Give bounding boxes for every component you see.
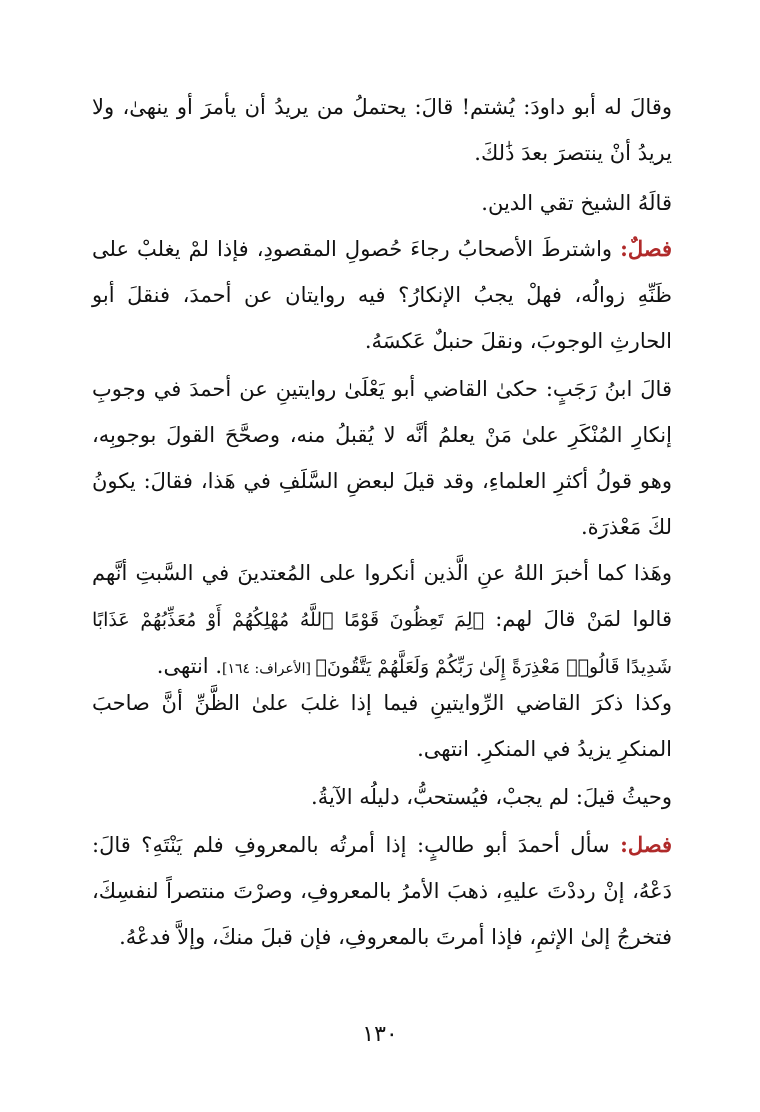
paragraph-fasl-abu-talib <box>92 822 672 960</box>
section-label: فصلٌ: <box>620 236 672 261</box>
paragraph-ibn-rajab <box>92 366 672 550</box>
page-number: ١٣٠ <box>362 1022 398 1047</box>
quran-verse: ﴿لِمَ تَعِظُونَ قَوْمًا ٱللَّهُ مُهْلِكُهُمْ أَوْ مُعَذِّبُهُمْ عَذَابًا شَدِيدًا قَالُوا۟ مَعْذِرَةً إِلَىٰ رَبِّكُمْ وَلَعَلَّهُمْ يَتَّقُونَ﴾ <box>92 609 672 678</box>
paragraph-text-end: . انتهى. <box>156 654 222 678</box>
paragraph-text: وقالَ له أبو داودَ: يُشتم! قالَ: يحتملُ من يريدُ أن يأمرَ أو ينهىٰ، ولا يريدُ أنْ ينتصرَ بعدَ ذَٰلكَ. <box>92 95 672 165</box>
paragraph-text: وهَذا كما أخبرَ اللهُ عنِ الَّذين أنكروا على المُعتدينَ في السَّبتِ أنَّهم قالوا لمَنْ قالَ لهم: <box>92 561 672 631</box>
paragraph-attribution <box>92 180 672 226</box>
paragraph-sabbath-verse <box>92 550 672 692</box>
paragraph-text: واشترطَ الأصحابُ رجاءَ حُصولِ المقصودِ، فإذا لمْ يغلبْ على ظَنِّهِ زوالُه، فهلْ يجبُ الإنكارُ؟ فيه روايتان عن أحمدَ، فنقلَ أبو الحارثِ الوجوبَ، ونقلَ حنبلٌ عَكسَهُ. <box>92 237 672 353</box>
paragraph-recommended <box>92 774 672 820</box>
paragraph-text: قالَ ابنُ رَجَبٍ: حكىٰ القاضي أبو يَعْلَىٰ روايتينِ عن أحمدَ في وجوبِ إنكارِ المُنْكَرِ علىٰ مَنْ يعلمُ أنَّه لا يُقبلُ منه، وصحَّحَ القولَ بوجوبِه، وهو قولُ أكثرِ العلماءِ، وقد قيلَ لبعضِ السَّلَفِ في هَذا، فقالَ: يكونُ لكَ مَعْذرَة. <box>92 377 672 539</box>
paragraph-two-narrations <box>92 680 672 772</box>
paragraph-fasl-conditions <box>92 226 672 364</box>
verse-reference: [الأعراف: ١٦٤] <box>222 661 316 677</box>
paragraph-text: وكذا ذكرَ القاضي الرِّوايتينِ فيما إذا غلبَ علىٰ الظَّنِّ أنَّ صاحبَ المنكرِ يزيدُ في المنكرِ. انتهى. <box>92 691 672 761</box>
paragraph-abu-dawud <box>92 84 672 176</box>
paragraph-text: قالَهُ الشيخ تقي الدين. <box>481 191 672 215</box>
paragraph-text: وحيثُ قيلَ: لم يجبْ، فيُستحبُّ، دليلُه الآيةُ. <box>311 785 672 809</box>
section-label: فصل: <box>620 832 672 857</box>
paragraph-text: سأل أحمدَ أبو طالبٍ: إذا أمرتُه بالمعروفِ فلم يَنْتَهِ؟ قالَ: دَعْهُ، إنْ رددْتَ عليهِ، ذهبَ الأمرُ بالمعروفِ، وصرْتَ منتصراً لنفسِكَ، فتخرجُ إلىٰ الإثمِ، فإذا أمرتَ بالمعروفِ، فإن قبلَ منكَ، وإلاَّ فدعْهُ. <box>92 833 672 949</box>
